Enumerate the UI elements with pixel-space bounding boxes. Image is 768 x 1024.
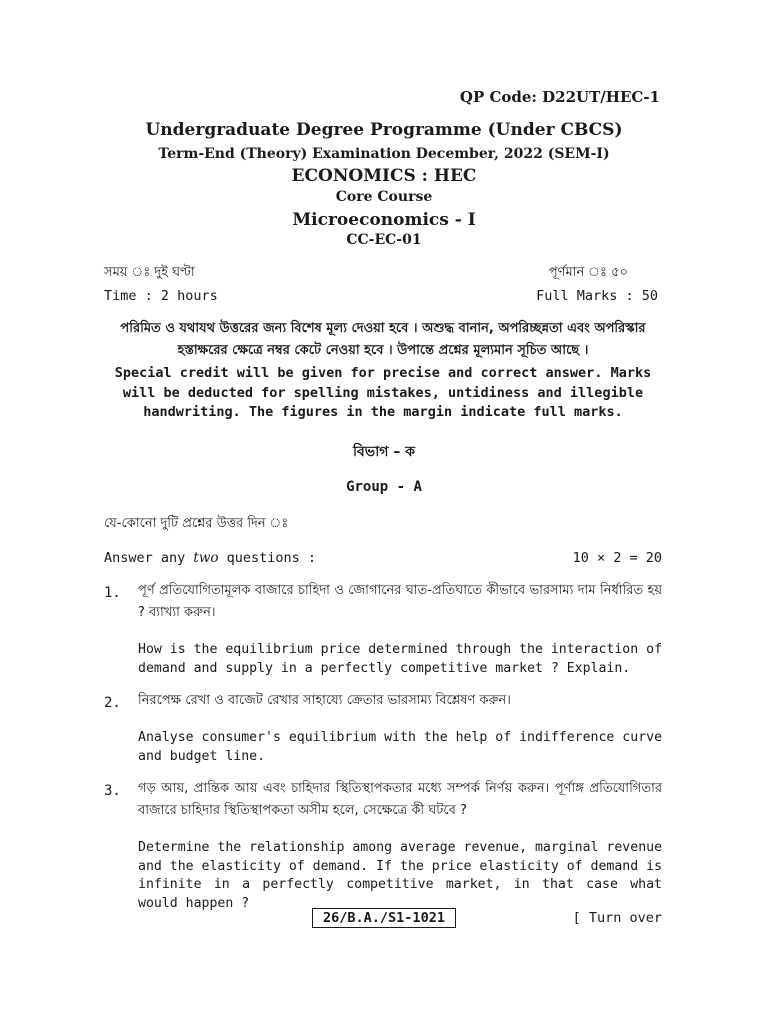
group-heading-en: Group - A (346, 479, 422, 495)
question-number: 3. (104, 783, 121, 799)
directive-en (104, 550, 316, 566)
question-text-en: How is the equilibrium price determined through the interaction of demand and supply in a perfectly competitive market ? Explain. (138, 642, 663, 676)
directive-bn: যে-কোনো দুটি প্রশ্নের উত্তর দিন ঃ (104, 516, 289, 531)
programme-title: Undergraduate Degree Programme (Under CBCS) (145, 120, 623, 140)
question-text-bn: গড় আয়, প্রান্তিক আয় এবং চাহিদার স্থিতিস্থাপকতার মধ্যে সম্পর্ক নির্ণয় করুন। পূর্ণাঙ্গ প্রতিযোগিতার বাজারে চাহিদার স্থিতিস্থাপকতা অসীম হলে, সেক্ষেত্রে কী ঘটবে ? (138, 781, 662, 818)
question-text-en: Analyse consumer's equilibrium with the help of indifference curve and budget line. (138, 730, 663, 764)
exam-title: Term-End (Theory) Examination December, 2022 (SEM-I) (158, 146, 610, 162)
full-marks-en: Full Marks : 50 (536, 288, 658, 304)
paper-serial-code: 26/B.A./S1-1021 (312, 908, 456, 928)
paper-title: Microeconomics - I (292, 210, 476, 230)
instructions-bn-line-1: পরিমিত ও যথাযথ উত্তরের জন্য বিশেষ মূল্য দেওয়া হবে । অশুদ্ধ বানান, অপরিচ্ছন্নতা এবং অপরিস্কার (120, 321, 646, 336)
group-marks: 10 × 2 = 20 (572, 550, 662, 566)
question-text-bn: পূর্ণ প্রতিযোগিতামূলক বাজারে চাহিদা ও জোগানের ঘাত-প্রতিঘাতে কীভাবে ভারসাম্য দাম নির্ধারিত হয় ? ব্যাখ্যা করুন। (138, 583, 662, 620)
paper-code: CC-EC-01 (346, 232, 422, 248)
question-text-bn: নিরপেক্ষ রেখা ও বাজেট রেখার সাহায্যে ক্রেতার ভারসাম্য বিশ্লেষণ করুন। (138, 693, 511, 708)
instructions-bn (100, 318, 666, 362)
course-type: Core Course (335, 189, 433, 205)
directive-en-post: questions : (218, 550, 317, 566)
directive-en-emphasis: two (193, 550, 219, 566)
group-heading-bn: বিভাগ – ক (352, 444, 415, 460)
qp-code: QP Code: D22UT/HEC-1 (459, 88, 660, 106)
directive-en-pre: Answer any (104, 550, 194, 566)
subject-title: ECONOMICS : HEC (291, 166, 477, 186)
question-number: 2. (104, 695, 121, 711)
instructions-en: Special credit will be given for precise and correct answer. Marks will be deducted for spelling mistakes, untidiness and illegible handwriting. The figures in the margin indicate full marks. (114, 365, 652, 420)
question-text-en: Determine the relationship among average revenue, marginal revenue and the elasticity of demand. If the price elasticity of demand is infinite in a perfectly competitive market, in that case what would happen ? (138, 840, 663, 911)
question-number: 1. (104, 585, 121, 601)
time-en: Time : 2 hours (104, 288, 218, 304)
turn-over-note: [ Turn over (572, 910, 662, 926)
instructions-bn-line-2: হস্তাক্ষরের ক্ষেত্রে নম্বর কেটে নেওয়া হবে । উপান্তে প্রশ্নের মূল্যমান সূচিত আছে । (177, 343, 589, 358)
full-marks-bn: পূর্ণমান ঃ ৫০ (548, 265, 628, 280)
time-bn: সময় ঃ দুই ঘণ্টা (104, 265, 195, 280)
